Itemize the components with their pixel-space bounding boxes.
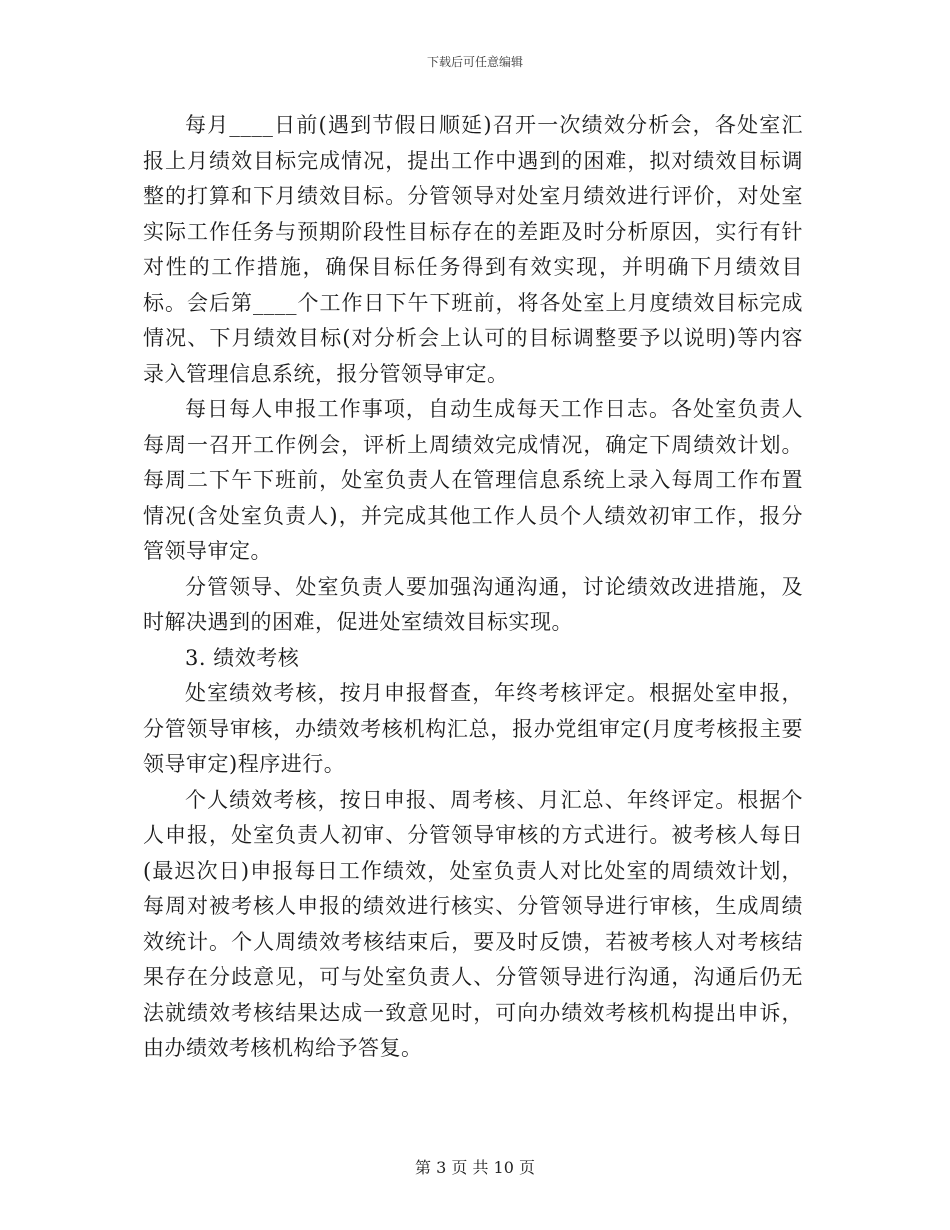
page-header: 下载后可任意编辑: [426, 55, 523, 69]
document-body: [143, 108, 803, 1067]
section-heading: 3. 绩效考核: [185, 645, 300, 670]
paragraph-personal-assessment: 个人绩效考核，按日申报、周考核、月汇总、年终评定。根据个人申报，处室负责人初审、分管领导审核的方式进行。被考核人每日(最迟次日)申报每日工作绩效，处室负责人对比处室的周绩效计划，每周对被考核人申报的绩效进行核实、分管领导进行审核，生成周绩效统计。个人周绩效考核结束后，要及时反馈，若被考核人对考核结果存在分歧意见，可与处室负责人、分管领导进行沟通，沟通后仍无法就绩效考核结果达成一致意见时，可向办绩效考核机构提出申诉，由办绩效考核机构给予答复。: [143, 787, 803, 1060]
paragraph-office-assessment: 处室绩效考核，按月申报督查，年终考核评定。根据处室申报，分管领导审核，办绩效考核机构汇总，报办党组审定(月度考核报主要领导审定)程序进行。: [143, 681, 803, 776]
paragraph-monthly-analysis: 每月____日前(遇到节假日顺延)召开一次绩效分析会，各处室汇报上月绩效目标完成情况，提出工作中遇到的困难，拟对绩效目标调整的打算和下月绩效目标。分管领导对处室月绩效进行评价，对处室实际工作任务与预期阶段性目标存在的差距及时分析原因，实行有针对性的工作措施，确保目标任务得到有效实现，并明确下月绩效目标。会后第____个工作日下午下班前，将各处室上月度绩效目标完成情况、下月绩效目标(对分析会上认可的目标调整要予以说明)等内容录入管理信息系统，报分管领导审定。: [143, 113, 803, 386]
page-footer: 第 3 页 共 10 页: [415, 1158, 535, 1177]
paragraph-communication: 分管领导、处室负责人要加强沟通沟通，讨论绩效改进措施，及时解决遇到的困难，促进处室绩效目标实现。: [143, 574, 803, 634]
paragraph-daily-report: 每日每人申报工作事项，自动生成每天工作日志。各处室负责人每周一召开工作例会，评析上周绩效完成情况，确定下周绩效计划。每周二下午下班前，处室负责人在管理信息系统上录入每周工作布置情况(含处室负责人)，并完成其他工作人员个人绩效初审工作，报分管领导审定。: [143, 397, 803, 563]
